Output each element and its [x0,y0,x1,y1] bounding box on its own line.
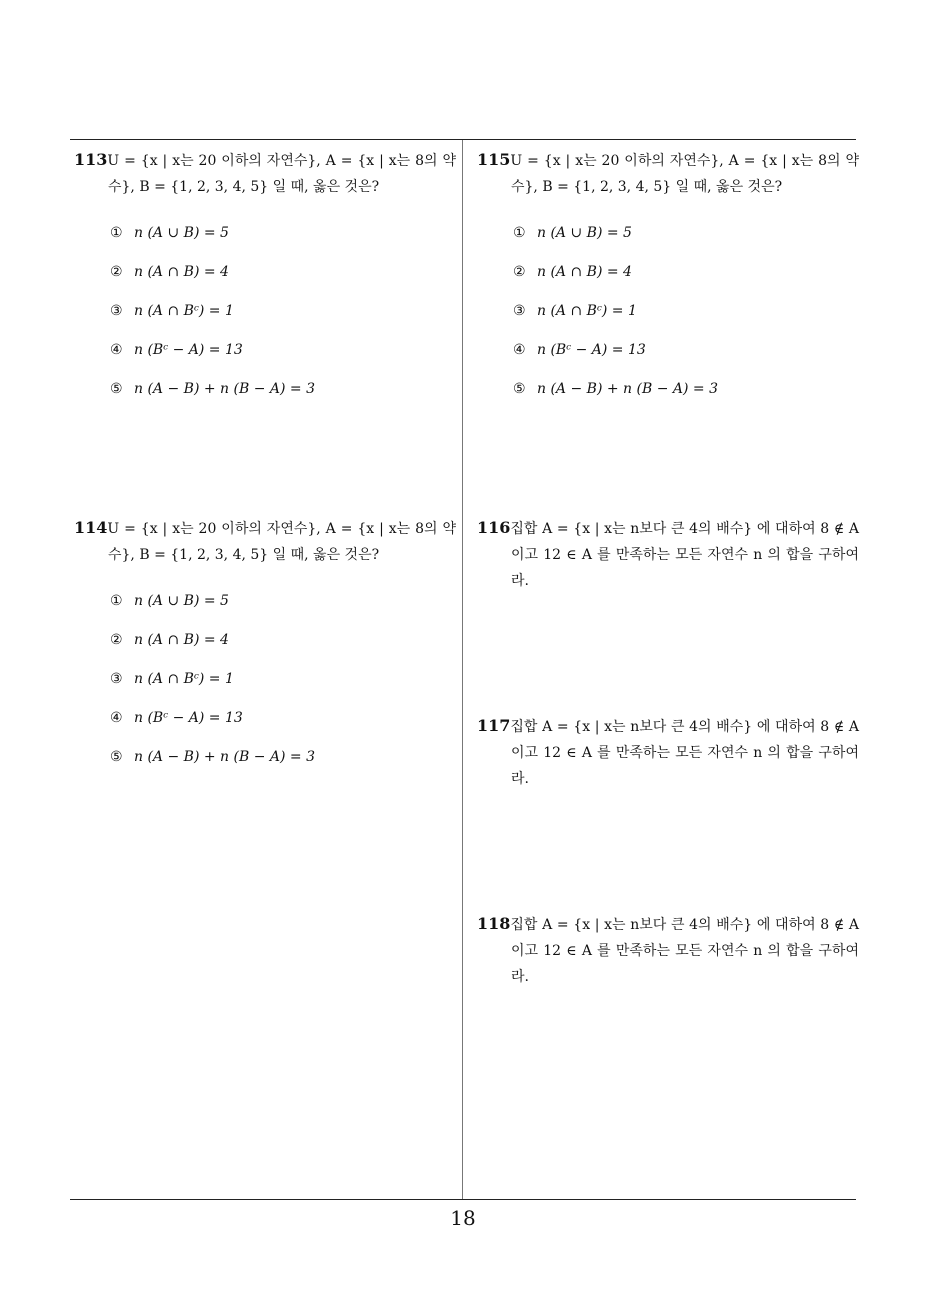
choice-4[interactable] [110,331,456,370]
problem-text: U = {x | x는 20 이하의 자연수}, A = {x | x는 8의 약수}, B = {1, 2, 3, 4, 5} 일 때, 옳은 것은? [107,153,456,195]
problem-text: 집합 A = {x | x는 n보다 큰 4의 배수} 에 대하여 8 ∉ A 이고 12 ∈ A 를 만족하는 모든 자연수 n 의 합을 구하여라. [510,719,859,787]
choice-2[interactable] [513,253,859,292]
problem-number: 118 [477,914,511,933]
problem-stem [477,713,859,792]
choice-list [74,214,456,409]
choice-mark: ② [110,632,123,648]
choice-expr: n (A ∩ Bᶜ) = 1 [537,303,637,319]
choice-3[interactable] [513,292,859,331]
problem-115 [477,147,859,409]
problem-number: 117 [477,716,511,735]
problem-118 [477,911,859,990]
choice-mark: ③ [513,303,526,319]
choice-1[interactable] [513,214,859,253]
problem-number: 114 [74,518,108,537]
choice-expr: n (A ∩ Bᶜ) = 1 [134,671,234,687]
problem-stem [74,147,456,200]
problem-text: 집합 A = {x | x는 n보다 큰 4의 배수} 에 대하여 8 ∉ A 이고 12 ∈ A 를 만족하는 모든 자연수 n 의 합을 구하여라. [510,521,859,589]
choice-expr: n (A ∪ B) = 5 [134,225,229,241]
problem-stem [477,911,859,990]
choice-3[interactable] [110,292,456,331]
choice-2[interactable] [110,621,456,660]
choice-5[interactable] [110,370,456,409]
choice-expr: n (Bᶜ − A) = 13 [537,342,646,358]
choice-1[interactable] [110,214,456,253]
choice-expr: n (A ∩ B) = 4 [134,632,229,648]
problem-text: U = {x | x는 20 이하의 자연수}, A = {x | x는 8의 약수}, B = {1, 2, 3, 4, 5} 일 때, 옳은 것은? [107,521,456,563]
choice-expr: n (A − B) + n (B − A) = 3 [134,749,316,765]
page-number: 18 [450,1206,476,1230]
choice-mark: ③ [110,671,123,687]
choice-5[interactable] [110,738,456,777]
choice-4[interactable] [110,699,456,738]
choice-mark: ① [110,593,123,609]
choice-mark: ③ [110,303,123,319]
choice-mark: ① [110,225,123,241]
choice-3[interactable] [110,660,456,699]
problem-113 [74,147,456,409]
choice-mark: ④ [513,342,526,358]
choice-mark: ⑤ [513,381,526,397]
choice-mark: ② [513,264,526,280]
choice-2[interactable] [110,253,456,292]
choice-expr: n (A − B) + n (B − A) = 3 [537,381,719,397]
choice-list [477,214,859,409]
problem-116 [477,515,859,594]
problem-117 [477,713,859,792]
choice-expr: n (A ∪ B) = 5 [134,593,229,609]
choice-1[interactable] [110,582,456,621]
problem-number: 116 [477,518,511,537]
choice-mark: ⑤ [110,749,123,765]
choice-mark: ② [110,264,123,280]
choice-mark: ⑤ [110,381,123,397]
choice-expr: n (A ∪ B) = 5 [537,225,632,241]
choice-5[interactable] [513,370,859,409]
choice-4[interactable] [513,331,859,370]
problem-text: U = {x | x는 20 이하의 자연수}, A = {x | x는 8의 약수}, B = {1, 2, 3, 4, 5} 일 때, 옳은 것은? [510,153,859,195]
choice-expr: n (Bᶜ − A) = 13 [134,342,243,358]
choice-mark: ① [513,225,526,241]
bottom-rule [70,1199,856,1200]
choice-expr: n (A ∩ B) = 4 [134,264,229,280]
column-divider [462,140,463,1199]
problem-stem [477,515,859,594]
problem-number: 113 [74,150,108,169]
choice-expr: n (A − B) + n (B − A) = 3 [134,381,316,397]
problem-114 [74,515,456,777]
top-rule [70,139,856,140]
choice-expr: n (A ∩ B) = 4 [537,264,632,280]
choice-expr: n (Bᶜ − A) = 13 [134,710,243,726]
choice-mark: ④ [110,710,123,726]
problem-text: 집합 A = {x | x는 n보다 큰 4의 배수} 에 대하여 8 ∉ A 이고 12 ∈ A 를 만족하는 모든 자연수 n 의 합을 구하여라. [510,917,859,985]
problem-stem [74,515,456,568]
problem-stem [477,147,859,200]
problem-number: 115 [477,150,511,169]
choice-expr: n (A ∩ Bᶜ) = 1 [134,303,234,319]
choice-list [74,582,456,777]
choice-mark: ④ [110,342,123,358]
